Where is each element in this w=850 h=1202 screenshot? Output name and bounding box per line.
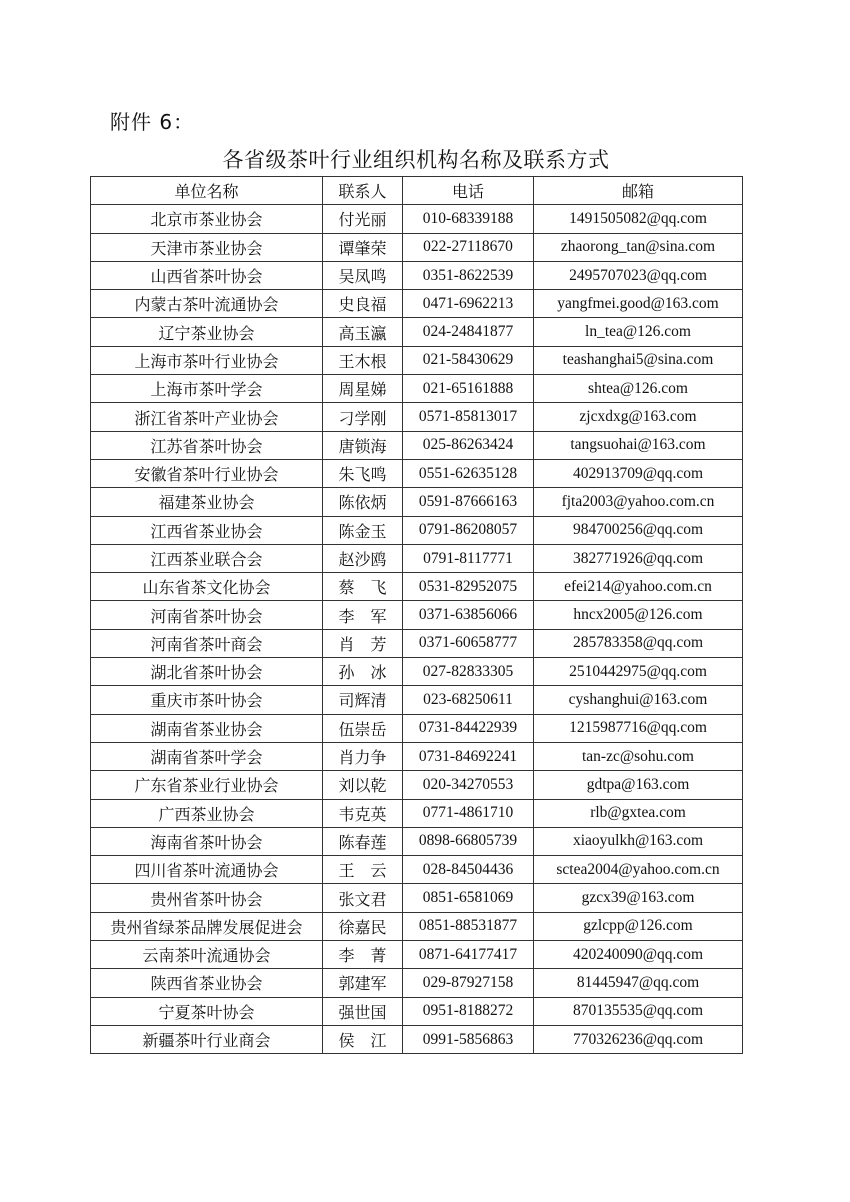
header-contact: 联系人: [323, 177, 403, 205]
phone-cell: 029-87927158: [403, 969, 534, 997]
email-cell: 382771926@qq.com: [534, 544, 743, 572]
org-name-cell: 山西省茶叶协会: [91, 261, 323, 289]
contact-person-cell: 蔡 飞: [323, 573, 403, 601]
phone-cell: 023-68250611: [403, 686, 534, 714]
contact-person-cell: 付光丽: [323, 205, 403, 233]
table-row: [91, 799, 743, 827]
org-name-cell: 辽宁茶业协会: [91, 318, 323, 346]
table-row: [91, 997, 743, 1025]
org-name-cell: 上海市茶叶行业协会: [91, 346, 323, 374]
phone-cell: 0531-82952075: [403, 573, 534, 601]
email-cell: efei214@yahoo.com.cn: [534, 573, 743, 601]
contact-person-cell: 王木根: [323, 346, 403, 374]
contact-person-cell: 谭肇荣: [323, 233, 403, 261]
phone-cell: 0571-85813017: [403, 403, 534, 431]
org-name-cell: 四川省茶叶流通协会: [91, 856, 323, 884]
email-cell: 1491505082@qq.com: [534, 205, 743, 233]
contact-person-cell: 孙 冰: [323, 658, 403, 686]
phone-cell: 0791-86208057: [403, 516, 534, 544]
table-row: [91, 459, 743, 487]
org-name-cell: 福建茶业协会: [91, 488, 323, 516]
table-row: [91, 205, 743, 233]
org-name-cell: 天津市茶业协会: [91, 233, 323, 261]
contact-person-cell: 陈依炳: [323, 488, 403, 516]
phone-cell: 0471-6962213: [403, 290, 534, 318]
table-body: [91, 205, 743, 1054]
contact-person-cell: 肖力争: [323, 742, 403, 770]
phone-cell: 0371-60658777: [403, 629, 534, 657]
table-row: [91, 573, 743, 601]
email-cell: hncx2005@126.com: [534, 601, 743, 629]
org-name-cell: 上海市茶叶学会: [91, 375, 323, 403]
phone-cell: 0551-62635128: [403, 459, 534, 487]
phone-cell: 0371-63856066: [403, 601, 534, 629]
contact-table: [90, 176, 743, 1054]
header-email: 邮箱: [534, 177, 743, 205]
contact-person-cell: 李 菁: [323, 941, 403, 969]
table-row: [91, 601, 743, 629]
contact-person-cell: 郭建军: [323, 969, 403, 997]
table-row: [91, 856, 743, 884]
table-header-row: [91, 177, 743, 205]
email-cell: tangsuohai@163.com: [534, 431, 743, 459]
table-row: [91, 431, 743, 459]
table-row: [91, 884, 743, 912]
contact-person-cell: 王 云: [323, 856, 403, 884]
email-cell: 2510442975@qq.com: [534, 658, 743, 686]
header-org-name: 单位名称: [91, 177, 323, 205]
phone-cell: 0591-87666163: [403, 488, 534, 516]
contact-person-cell: 强世国: [323, 997, 403, 1025]
table-row: [91, 629, 743, 657]
email-cell: 81445947@qq.com: [534, 969, 743, 997]
email-cell: 420240090@qq.com: [534, 941, 743, 969]
email-cell: 402913709@qq.com: [534, 459, 743, 487]
table-row: [91, 969, 743, 997]
table-row: [91, 516, 743, 544]
email-cell: 984700256@qq.com: [534, 516, 743, 544]
org-name-cell: 云南茶叶流通协会: [91, 941, 323, 969]
phone-cell: 0351-8622539: [403, 261, 534, 289]
contact-person-cell: 高玉瀛: [323, 318, 403, 346]
contact-person-cell: 陈春莲: [323, 827, 403, 855]
org-name-cell: 湖南省茶叶学会: [91, 742, 323, 770]
phone-cell: 0951-8188272: [403, 997, 534, 1025]
org-name-cell: 湖南省茶业协会: [91, 714, 323, 742]
phone-cell: 025-86263424: [403, 431, 534, 459]
email-cell: zjcxdxg@163.com: [534, 403, 743, 431]
table-row: [91, 1025, 743, 1053]
phone-cell: 021-65161888: [403, 375, 534, 403]
org-name-cell: 河南省茶叶协会: [91, 601, 323, 629]
contact-person-cell: 吴凤鸣: [323, 261, 403, 289]
email-cell: gdtpa@163.com: [534, 771, 743, 799]
phone-cell: 027-82833305: [403, 658, 534, 686]
email-cell: gzcx39@163.com: [534, 884, 743, 912]
org-name-cell: 安徽省茶叶行业协会: [91, 459, 323, 487]
table-row: [91, 912, 743, 940]
table-row: [91, 827, 743, 855]
phone-cell: 0898-66805739: [403, 827, 534, 855]
org-name-cell: 陕西省茶业协会: [91, 969, 323, 997]
email-cell: sctea2004@yahoo.com.cn: [534, 856, 743, 884]
org-name-cell: 贵州省茶叶协会: [91, 884, 323, 912]
contact-person-cell: 陈金玉: [323, 516, 403, 544]
org-name-cell: 江西茶业联合会: [91, 544, 323, 572]
contact-person-cell: 刁学刚: [323, 403, 403, 431]
org-name-cell: 宁夏茶叶协会: [91, 997, 323, 1025]
phone-cell: 0731-84692241: [403, 742, 534, 770]
phone-cell: 0851-6581069: [403, 884, 534, 912]
header-phone: 电话: [403, 177, 534, 205]
attachment-label: 附件 6：: [110, 110, 195, 134]
contact-person-cell: 周星娣: [323, 375, 403, 403]
org-name-cell: 江苏省茶叶协会: [91, 431, 323, 459]
email-cell: shtea@126.com: [534, 375, 743, 403]
contact-person-cell: 刘以乾: [323, 771, 403, 799]
table-row: [91, 318, 743, 346]
phone-cell: 0771-4861710: [403, 799, 534, 827]
email-cell: zhaorong_tan@sina.com: [534, 233, 743, 261]
contact-person-cell: 司辉清: [323, 686, 403, 714]
phone-cell: 021-58430629: [403, 346, 534, 374]
contact-person-cell: 伍崇岳: [323, 714, 403, 742]
phone-cell: 028-84504436: [403, 856, 534, 884]
contact-person-cell: 肖 芳: [323, 629, 403, 657]
org-name-cell: 江西省茶业协会: [91, 516, 323, 544]
email-cell: fjta2003@yahoo.com.cn: [534, 488, 743, 516]
email-cell: 285783358@qq.com: [534, 629, 743, 657]
table-row: [91, 686, 743, 714]
email-cell: gzlcpp@126.com: [534, 912, 743, 940]
email-cell: 2495707023@qq.com: [534, 261, 743, 289]
contact-person-cell: 史良福: [323, 290, 403, 318]
email-cell: 770326236@qq.com: [534, 1025, 743, 1053]
org-name-cell: 浙江省茶叶产业协会: [91, 403, 323, 431]
org-name-cell: 新疆茶叶行业商会: [91, 1025, 323, 1053]
org-name-cell: 贵州省绿茶品牌发展促进会: [91, 912, 323, 940]
table-row: [91, 375, 743, 403]
org-name-cell: 广西茶业协会: [91, 799, 323, 827]
table-row: [91, 941, 743, 969]
phone-cell: 020-34270553: [403, 771, 534, 799]
email-cell: rlb@gxtea.com: [534, 799, 743, 827]
table-row: [91, 233, 743, 261]
org-name-cell: 广东省茶业行业协会: [91, 771, 323, 799]
email-cell: 870135535@qq.com: [534, 997, 743, 1025]
phone-cell: 0851-88531877: [403, 912, 534, 940]
phone-cell: 0871-64177417: [403, 941, 534, 969]
contact-person-cell: 赵沙鸥: [323, 544, 403, 572]
table-row: [91, 544, 743, 572]
table-row: [91, 403, 743, 431]
phone-cell: 0791-8117771: [403, 544, 534, 572]
contact-person-cell: 徐嘉民: [323, 912, 403, 940]
org-name-cell: 内蒙古茶叶流通协会: [91, 290, 323, 318]
org-name-cell: 北京市茶业协会: [91, 205, 323, 233]
table-row: [91, 714, 743, 742]
phone-cell: 010-68339188: [403, 205, 534, 233]
contact-person-cell: 张文君: [323, 884, 403, 912]
table-row: [91, 742, 743, 770]
org-name-cell: 河南省茶叶商会: [91, 629, 323, 657]
document-title: 各省级茶叶行业组织机构名称及联系方式: [222, 148, 610, 172]
phone-cell: 022-27118670: [403, 233, 534, 261]
email-cell: ln_tea@126.com: [534, 318, 743, 346]
email-cell: teashanghai5@sina.com: [534, 346, 743, 374]
phone-cell: 0731-84422939: [403, 714, 534, 742]
contact-person-cell: 朱飞鸣: [323, 459, 403, 487]
contact-person-cell: 韦克英: [323, 799, 403, 827]
email-cell: cyshanghui@163.com: [534, 686, 743, 714]
table-row: [91, 290, 743, 318]
org-name-cell: 海南省茶叶协会: [91, 827, 323, 855]
contact-person-cell: 李 军: [323, 601, 403, 629]
contact-person-cell: 唐锁海: [323, 431, 403, 459]
email-cell: yangfmei.good@163.com: [534, 290, 743, 318]
phone-cell: 0991-5856863: [403, 1025, 534, 1053]
email-cell: xiaoyulkh@163.com: [534, 827, 743, 855]
table-row: [91, 346, 743, 374]
table-row: [91, 771, 743, 799]
table-row: [91, 658, 743, 686]
email-cell: 1215987716@qq.com: [534, 714, 743, 742]
table-row: [91, 488, 743, 516]
table-row: [91, 261, 743, 289]
org-name-cell: 湖北省茶叶协会: [91, 658, 323, 686]
contact-person-cell: 侯 江: [323, 1025, 403, 1053]
email-cell: tan-zc@sohu.com: [534, 742, 743, 770]
org-name-cell: 山东省茶文化协会: [91, 573, 323, 601]
phone-cell: 024-24841877: [403, 318, 534, 346]
org-name-cell: 重庆市茶叶协会: [91, 686, 323, 714]
